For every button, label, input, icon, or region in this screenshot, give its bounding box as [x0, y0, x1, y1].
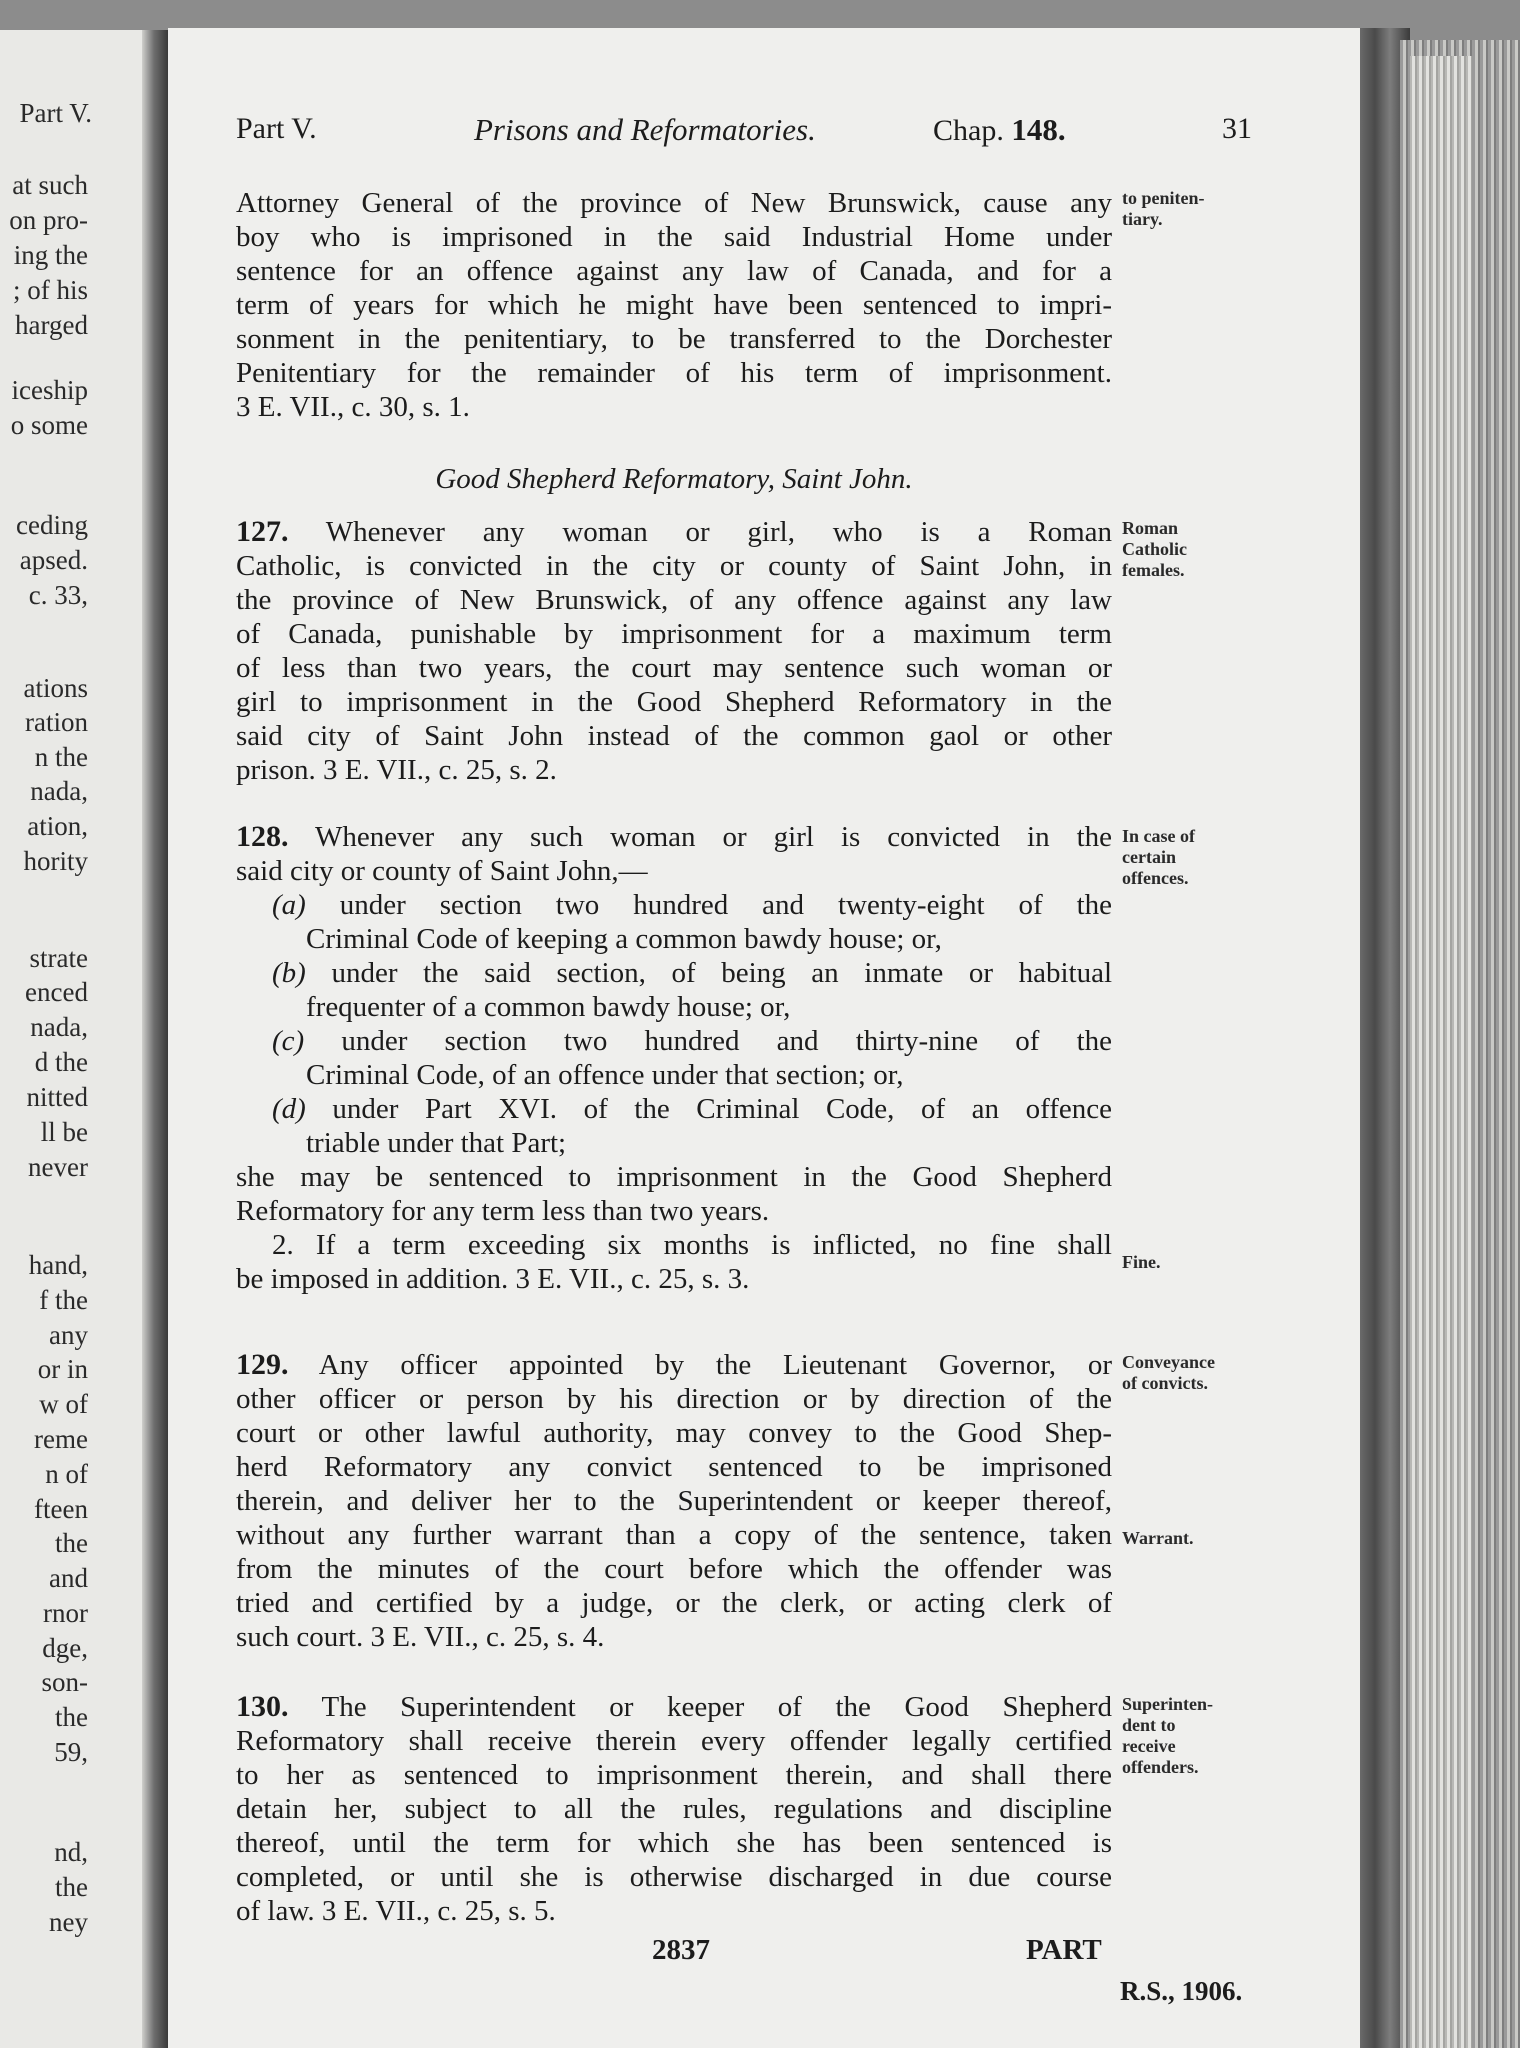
header-chap-label: Chap. — [933, 114, 1004, 147]
item-label: (b) — [272, 957, 306, 989]
text-line: Attorney General of the province of New Brunswick, cause any — [236, 187, 1112, 219]
text-line: sentence for an offence against any law of Canada, and for a — [236, 255, 1112, 287]
margin-note-roman-catholic — [1122, 518, 1262, 581]
text-line: said city of Saint John instead of the common gaol or other — [236, 720, 1112, 752]
text-line: to her as sentenced to imprisonment therein, and shall there — [236, 1759, 1112, 1791]
text-line: court or other lawful authority, may convey to the Good Shep- — [236, 1417, 1112, 1449]
left-page-line: the — [55, 1528, 88, 1558]
left-page-line: ing the — [13, 240, 88, 270]
text-line — [236, 1690, 1112, 1724]
margin-note-certain-offences — [1122, 826, 1262, 889]
text-line: Reformatory for any term less than two years. — [236, 1195, 770, 1227]
section-130 — [236, 1690, 1112, 1928]
left-page-line: and — [49, 1563, 88, 1593]
left-page-line: d the — [34, 1047, 88, 1077]
section-number: 128. — [236, 820, 289, 853]
text-line: sonment in the penitentiary, to be transferred to the Dorchester — [236, 323, 1112, 355]
list-item — [236, 1024, 1112, 1058]
header-chapter — [933, 112, 1066, 148]
page-stack-inner-edge — [1410, 56, 1472, 2048]
left-page-line: reme — [34, 1424, 88, 1454]
section-heading: Good Shepherd Reformatory, Saint John. — [435, 463, 913, 495]
left-page-line: rnor — [43, 1598, 88, 1628]
text-line: said city or county of Saint John,— — [236, 855, 648, 887]
left-page-line: nd, — [54, 1837, 88, 1867]
text-line: prison. 3 E. VII., c. 25, s. 2. — [236, 754, 557, 786]
text-line: be imposed in addition. 3 E. VII., c. 25, s. 3. — [236, 1263, 750, 1295]
header-part: Part V. — [236, 112, 317, 145]
list-item-continuation: Criminal Code, of an offence under that section; or, — [306, 1059, 904, 1091]
left-page-line: ; of his — [12, 275, 88, 305]
text-line: of Canada, punishable by imprisonment for a maximum term — [236, 618, 1112, 650]
left-page-line: nitted — [26, 1082, 88, 1112]
section-first-line: The Superintendent or keeper of the Good Shepherd — [321, 1691, 1112, 1723]
text-line: tried and certified by a judge, or the clerk, or acting clerk of — [236, 1587, 1112, 1619]
text-line: 3 E. VII., c. 30, s. 1. — [236, 391, 470, 423]
left-page-line: ceding — [16, 510, 88, 540]
text-line: other officer or person by his direction or by direction of the — [236, 1383, 1112, 1415]
left-page-line: hority — [23, 846, 88, 876]
margin-note-fine: Fine. — [1122, 1252, 1161, 1272]
section-first-line: Whenever any such woman or girl is convicted in the — [314, 821, 1113, 853]
left-page-line: harged — [15, 310, 88, 340]
left-page-line: or in — [37, 1354, 88, 1384]
list-item — [236, 1092, 1112, 1126]
left-page-line: son- — [41, 1667, 88, 1697]
text-line: 2. If a term exceeding six months is inflicted, no fine shall — [272, 1229, 1112, 1261]
left-page-line: on pro- — [9, 205, 88, 235]
section-128 — [236, 820, 1112, 1296]
left-page-line: ations — [23, 673, 88, 703]
left-page-line: w of — [39, 1389, 88, 1419]
margin-note-line: certain — [1122, 847, 1176, 867]
margin-note-line: offences. — [1122, 868, 1189, 888]
margin-note-line: receive — [1122, 1736, 1176, 1756]
left-page-line: ney — [49, 1907, 88, 1937]
text-line: boy who is imprisoned in the said Industrial Home under — [236, 221, 1112, 253]
margin-note-line: Superinten- — [1122, 1694, 1214, 1714]
left-page-line: at such — [12, 170, 88, 200]
text-line — [236, 820, 1112, 854]
text-line: herd Reformatory any convict sentenced to be imprisoned — [236, 1451, 1112, 1483]
continuation-paragraph — [236, 186, 1112, 424]
list-item — [236, 956, 1112, 990]
margin-note-warrant: Warrant. — [1122, 1528, 1194, 1548]
list-item-continuation: Criminal Code of keeping a common bawdy house; or, — [306, 923, 942, 955]
left-page-line: Part V. — [19, 98, 92, 128]
text-line: completed, or until she is otherwise discharged in due course — [236, 1861, 1112, 1893]
section-129 — [236, 1348, 1112, 1654]
left-page-line: strate — [29, 943, 88, 973]
item-text: under section two hundred and twenty-eight of the — [339, 889, 1113, 921]
margin-note-conveyance — [1122, 1352, 1262, 1394]
left-page-line: hand, — [28, 1250, 88, 1280]
text-line: term of years for which he might have been sentenced to impri- — [236, 289, 1112, 321]
section-127 — [236, 515, 1112, 787]
item-text: under Part XVI. of the Criminal Code, of an offence — [332, 1093, 1113, 1125]
text-line: the province of New Brunswick, of any offence against any law — [236, 584, 1112, 616]
text-line: thereof, until the term for which she has been sentenced is — [236, 1827, 1112, 1859]
margin-note-line: Roman — [1122, 518, 1179, 538]
text-line: Reformatory shall receive therein every offender legally certified — [236, 1725, 1112, 1757]
text-line: from the minutes of the court before which the offender was — [236, 1553, 1112, 1585]
left-page-line: n the — [34, 742, 88, 772]
item-label: (d) — [272, 1093, 306, 1125]
text-line: detain her, subject to all the rules, regulations and discipline — [236, 1793, 1112, 1825]
margin-note-line: tiary. — [1122, 209, 1163, 229]
item-label: (c) — [272, 1025, 305, 1057]
margin-note-line: Conveyance — [1122, 1352, 1215, 1372]
text-line: girl to imprisonment in the Good Shepherd Reformatory in the — [236, 686, 1112, 718]
left-page-line: 59, — [54, 1737, 88, 1767]
section-number: 130. — [236, 1690, 289, 1723]
left-page-line: dge, — [42, 1633, 88, 1663]
left-page-line: enced — [25, 977, 88, 1007]
list-item-continuation: frequenter of a common bawdy house; or, — [306, 991, 791, 1023]
margin-note-superintendent — [1122, 1694, 1262, 1778]
left-page-line: c. 33, — [28, 580, 88, 610]
left-page-line: ll be — [40, 1117, 88, 1147]
section-number: 129. — [236, 1348, 289, 1381]
text-line: therein, and deliver her to the Superintendent or keeper thereof, — [236, 1485, 1112, 1517]
edition-mark: R.S., 1906. — [1120, 1976, 1243, 2006]
left-page-line: the — [55, 1872, 88, 1902]
margin-note-line: In case of — [1122, 826, 1195, 846]
text-line: such court. 3 E. VII., c. 25, s. 4. — [236, 1621, 605, 1653]
text-line: she may be sentenced to imprisonment in the Good Shepherd — [236, 1161, 1112, 1193]
section-first-line: Any officer appointed by the Lieutenant Governor, or — [318, 1349, 1112, 1381]
text-line: of less than two years, the court may sentence such woman or — [236, 652, 1112, 684]
item-text: under section two hundred and thirty-nine of the — [341, 1025, 1112, 1057]
list-item — [236, 888, 1112, 922]
left-page-line: ration — [25, 707, 88, 737]
left-page-line: nada, — [30, 776, 88, 806]
item-label: (a) — [272, 889, 306, 921]
text-line: without any further warrant than a copy of the sentence, taken — [236, 1519, 1112, 1551]
margin-note-line: of convicts. — [1122, 1373, 1208, 1393]
margin-note-line: to peniten- — [1122, 188, 1205, 208]
left-page-line: f the — [39, 1285, 88, 1315]
margin-note-line: dent to — [1122, 1715, 1176, 1735]
left-page-line: o some — [10, 410, 88, 440]
margin-note-line: females. — [1122, 560, 1185, 580]
margin-note-line: Catholic — [1122, 539, 1187, 559]
left-page-line: n of — [45, 1459, 88, 1489]
section-first-line: Whenever any woman or girl, who is a Roman — [325, 516, 1112, 548]
catchword: PART — [1026, 1934, 1102, 1966]
text-line: Catholic, is convicted in the city or county of Saint John, in — [236, 550, 1112, 582]
left-page-line: never — [28, 1152, 88, 1182]
left-page-line: the — [55, 1702, 88, 1732]
page-number: 31 — [1222, 112, 1252, 145]
left-page-line: any — [49, 1320, 88, 1350]
text-line: of law. 3 E. VII., c. 25, s. 5. — [236, 1895, 556, 1927]
left-page-line: iceship — [11, 375, 88, 405]
left-page-line: fteen — [34, 1494, 88, 1524]
page-sequence-number: 2837 — [652, 1934, 710, 1966]
left-page-line: ation, — [27, 811, 88, 841]
list-item-continuation: triable under that Part; — [306, 1127, 567, 1159]
text-line: Penitentiary for the remainder of his term of imprisonment. — [236, 357, 1112, 389]
left-page-line: apsed. — [19, 545, 88, 575]
margin-note-line: offenders. — [1122, 1757, 1199, 1777]
text-line — [236, 1348, 1112, 1382]
left-page-line: nada, — [30, 1012, 88, 1042]
section-number: 127. — [236, 515, 289, 548]
header-title: Prisons and Reformatories. — [474, 112, 816, 147]
left-facing-page — [0, 30, 150, 2048]
item-text: under the said section, of being an inmate or habitual — [331, 957, 1113, 989]
text-line — [236, 515, 1112, 549]
header-chap-number: 148. — [1011, 112, 1066, 147]
margin-note-penitentiary — [1122, 188, 1262, 230]
